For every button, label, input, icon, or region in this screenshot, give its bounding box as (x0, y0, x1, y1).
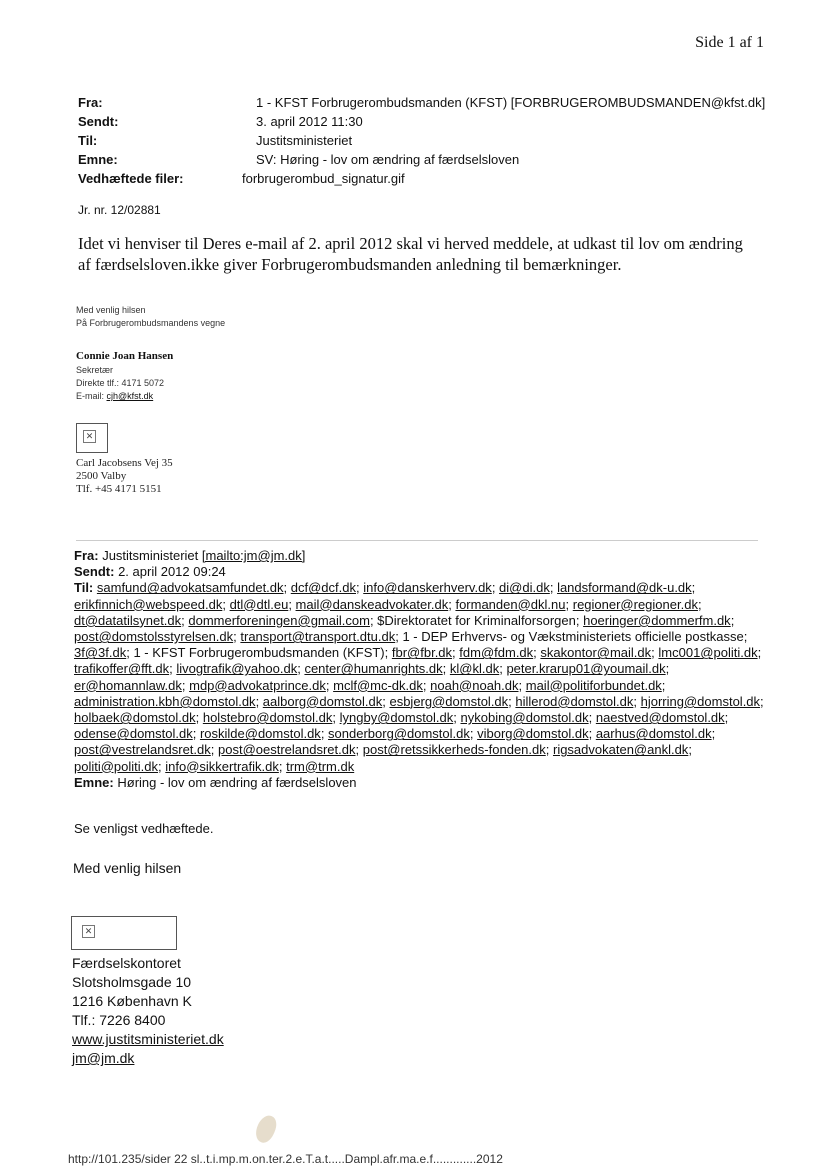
footer-url: http://101.235/sider 22 sl..t.i.mp.m.on.ter.2.e.T.a.t.....Dampl.afr.ma.e.f.............2012 (68, 1152, 503, 1166)
recipient-email-link[interactable]: fbr@fbr.dk (391, 645, 453, 661)
recipient-separator: ; (356, 580, 364, 596)
email-label: E-mail: (76, 391, 107, 401)
recipient-separator: ; (549, 580, 558, 596)
broken-image-icon: ✕ (83, 430, 96, 443)
recipient-email-link[interactable]: samfund@advokatsamfundet.dk (96, 580, 284, 596)
signature-email-link[interactable]: cjh@kfst.dk (106, 391, 154, 401)
recipient-email-link[interactable]: nykobing@domstol.dk (460, 710, 589, 726)
recipient-separator: ; (757, 645, 762, 661)
recipient-separator: ; 1 - KFST Forbrugerombudsmanden (KFST); (126, 645, 392, 661)
recipient-email-link[interactable]: livogtrafik@yahoo.dk (176, 661, 298, 677)
recipient-separator: ; (452, 645, 460, 661)
address-phone: Tlf. +45 4171 5151 (76, 483, 162, 495)
recipient-email-link[interactable]: trm@trm.dk (286, 758, 355, 774)
sender-address (76, 457, 173, 496)
signature-name: Connie Joan Hansen (76, 350, 174, 362)
recipient-separator: ; (533, 645, 541, 661)
recipient-email-link[interactable]: er@homannlaw.dk (74, 677, 182, 693)
broken-image-placeholder (76, 423, 108, 453)
recipient-email-link[interactable]: lmc001@politi.dk (658, 645, 758, 661)
recipient-separator: ; (255, 693, 263, 709)
recipient-separator: ; (283, 580, 291, 596)
recipient-email-link[interactable]: regioner@regioner.dk (572, 596, 698, 612)
recipient-email-link[interactable]: info@danskerhverv.dk (363, 580, 492, 596)
recipient-separator: ; (545, 742, 553, 758)
recipient-email-link[interactable]: aarhus@domstol.dk (595, 726, 712, 742)
recipient-email-link[interactable]: transport@transport.dtu.dk (240, 629, 396, 645)
address-street: Slotsholmsgade 10 (72, 974, 192, 990)
recipient-separator: ; (491, 580, 500, 596)
forwarded-subject-row (74, 775, 764, 791)
signature-phone: Direkte tlf.: 4171 5072 (76, 378, 165, 388)
recipient-separator: ; (508, 693, 516, 709)
recipient-email-link[interactable]: naestved@domstol.dk (595, 710, 725, 726)
header-label: Vedhæftede filer: (78, 171, 184, 186)
header-row-to (78, 131, 765, 150)
recipient-email-link[interactable]: formanden@dkl.nu (455, 596, 566, 612)
recipient-separator: ; (691, 580, 696, 596)
recipient-separator: ; $Direktoratet for Kriminalforsorgen; (369, 612, 584, 628)
attachment-filename[interactable]: forbrugerombud_signatur.gif (242, 171, 405, 186)
recipient-email-link[interactable]: erikfinnich@webspeed.dk (74, 596, 223, 612)
header-label: Sendt: (78, 114, 119, 129)
recipient-separator: ; (288, 596, 296, 612)
recipient-separator: ; (195, 710, 203, 726)
forwarded-sent-row (74, 564, 764, 580)
recipient-email-link[interactable]: hillerod@domstol.dk (515, 693, 634, 709)
recipient-separator: ; (651, 645, 659, 661)
ministry-address (72, 954, 224, 1068)
recipient-separator: ; (422, 677, 431, 693)
recipient-email-link[interactable]: mail@politiforbundet.dk (525, 677, 662, 693)
recipient-email-link[interactable]: holstebro@domstol.dk (202, 710, 333, 726)
recipient-separator: ; (469, 726, 478, 742)
recipient-list (74, 580, 764, 773)
recipient-email-link[interactable]: hoeringer@dommerfm.dk (583, 612, 731, 628)
address-city: 1216 København K (72, 993, 192, 1009)
recipient-email-link[interactable]: esbjerg@domstol.dk (389, 693, 509, 709)
recipient-email-link[interactable]: peter.krarup01@youmail.dk (506, 661, 666, 677)
header-row-attachments (78, 169, 765, 188)
recipient-separator: ; 1 - DEP Erhvervs- og Vækstministeriets officielle postkasse; (395, 629, 748, 645)
recipient-separator: ; (661, 677, 666, 693)
recipient-separator: ; (499, 661, 507, 677)
broken-image-placeholder (71, 916, 177, 950)
email-header (78, 93, 765, 188)
address-phone: Tlf.: 7226 8400 (72, 1012, 166, 1028)
recipient-email-link[interactable]: holbaek@domstol.dk (74, 710, 196, 726)
recipient-email-link[interactable]: politi@politi.dk (74, 758, 159, 774)
recipient-email-link[interactable]: administration.kbh@domstol.dk (74, 693, 256, 709)
message-body: Idet vi henviser til Deres e-mail af 2. april 2012 skal vi herved meddele, at udkast til lov om ændring af færdselsloven.ikke giver Forbrugerombudsmanden anledning til bemærkninger. (78, 234, 743, 274)
recipient-email-link[interactable]: rigsadvokaten@ankl.dk (552, 742, 689, 758)
recipient-separator: ; (210, 742, 218, 758)
header-label: Fra: (78, 95, 103, 110)
header-row-from (78, 93, 765, 112)
recipient-email-link[interactable]: center@humanrights.dk (304, 661, 443, 677)
header-value: SV: Høring - lov om ændring af færdselsloven (256, 152, 520, 167)
separator-line (76, 540, 758, 541)
recipient-email-link[interactable]: dt@datatilsynet.dk (74, 612, 182, 628)
recipient-separator: ; (697, 596, 702, 612)
forwarded-header (74, 548, 764, 791)
header-value: Justitsministeriet (256, 133, 353, 148)
recipient-separator: ; (382, 693, 390, 709)
recipient-separator: ; (222, 596, 230, 612)
ministry-email-link[interactable]: jm@jm.dk (72, 1050, 135, 1066)
recipient-email-link[interactable]: dommerforeningen@gmail.com (188, 612, 370, 628)
recipient-email-link[interactable]: post@vestrelandsret.dk (74, 742, 211, 758)
recipient-email-link[interactable]: trafikoffer@fft.dk (74, 661, 170, 677)
address-office: Færdselskontoret (72, 955, 181, 971)
paper-smudge (252, 1113, 280, 1146)
forwarded-to-row (74, 580, 764, 774)
recipient-separator: ; (325, 677, 334, 693)
recipient-email-link[interactable]: di@di.dk (499, 580, 550, 596)
recipient-email-link[interactable]: mclf@mc-dk.dk (333, 677, 423, 693)
forwarded-greeting: Med venlig hilsen (73, 860, 182, 876)
recipient-separator: ; (158, 758, 166, 774)
sent-label: Sendt: (74, 564, 115, 580)
recipient-separator: ; (588, 710, 596, 726)
header-label: Emne: (78, 152, 118, 167)
recipient-email-link[interactable]: lyngby@domstol.dk (339, 710, 454, 726)
recipient-separator: ; (297, 661, 305, 677)
recipient-separator: ; (320, 726, 329, 742)
signature-email-row (76, 390, 164, 403)
recipient-email-link[interactable]: viborg@domstol.dk (477, 726, 589, 742)
recipient-separator: ; (665, 661, 670, 677)
recipient-email-link[interactable]: noah@noah.dk (430, 677, 519, 693)
recipient-separator: ; (448, 596, 456, 612)
recipient-separator: ; (724, 710, 729, 726)
recipient-separator: ; (730, 612, 735, 628)
recipient-email-link[interactable]: skakontor@mail.dk (540, 645, 652, 661)
recipient-separator: ; (355, 742, 363, 758)
recipient-email-link[interactable]: aalborg@domstol.dk (262, 693, 383, 709)
signature-title: Sekretær (76, 365, 114, 375)
recipient-email-link[interactable]: dtl@dtl.eu (229, 596, 289, 612)
recipient-email-link[interactable]: kl@kl.dk (449, 661, 500, 677)
recipient-separator: ; (711, 726, 716, 742)
recipient-separator: ; (332, 710, 340, 726)
header-label: Til: (78, 133, 98, 148)
recipient-email-link[interactable]: fdm@fdm.dk (459, 645, 534, 661)
recipient-email-link[interactable]: 3f@3f.dk (74, 645, 127, 661)
subject-label: Emne: (74, 774, 114, 790)
greeting-line: Med venlig hilsen (76, 305, 146, 315)
recipient-separator: ; (633, 693, 641, 709)
greeting (76, 304, 225, 330)
recipient-separator: ; (565, 596, 573, 612)
recipient-separator: ; (442, 661, 450, 677)
recipient-separator: ; (588, 726, 596, 742)
journal-number: Jr. nr. 12/02881 (78, 203, 161, 217)
forwarded-from-row (74, 548, 764, 564)
recipient-email-link[interactable]: odense@domstol.dk (74, 726, 193, 742)
recipient-separator: ; (181, 677, 190, 693)
recipient-email-link[interactable]: dcf@dcf.dk (290, 580, 356, 596)
recipient-separator: ; (278, 758, 287, 774)
subject-text: Høring - lov om ændring af færdselsloven (117, 774, 357, 790)
recipient-separator: ; (453, 710, 461, 726)
recipient-email-link[interactable]: post@oestrelandsret.dk (218, 742, 356, 758)
address-city: 2500 Valby (76, 470, 127, 482)
signature-info (76, 364, 164, 403)
recipient-separator: ; (760, 693, 764, 709)
from-mailto-link[interactable]: [mailto:jm@jm.dk] (201, 548, 306, 563)
from-label: Fra: (74, 548, 99, 563)
recipient-separator: ; (233, 629, 241, 645)
page-number: Side 1 af 1 (695, 34, 764, 51)
recipient-email-link[interactable]: info@sikkertrafik.dk (165, 758, 279, 774)
attachment-note: Se venligst vedhæftede. (74, 821, 214, 836)
broken-image-icon: ✕ (82, 925, 95, 938)
website-link[interactable]: www.justitsministeriet.dk (72, 1031, 224, 1047)
recipient-email-link[interactable]: hjorring@domstol.dk (640, 693, 761, 709)
recipient-email-link[interactable]: post@retssikkerheds-fonden.dk (362, 742, 546, 758)
greeting-line: På Forbrugerombudsmandens vegne (76, 318, 226, 328)
recipient-separator: ; (518, 677, 526, 693)
from-name: Justitsministeriet (102, 548, 202, 563)
recipient-email-link[interactable]: mail@danskeadvokater.dk (295, 596, 449, 612)
recipient-email-link[interactable]: mdp@advokatprince.dk (189, 677, 326, 693)
recipient-email-link[interactable]: sonderborg@domstol.dk (328, 726, 470, 742)
header-value: 3. april 2012 11:30 (256, 114, 363, 129)
recipient-separator: ; (181, 612, 189, 628)
recipient-email-link[interactable]: roskilde@domstol.dk (199, 726, 321, 742)
recipient-email-link[interactable]: post@domstolsstyrelsen.dk (74, 629, 234, 645)
recipient-separator: ; (192, 726, 200, 742)
recipient-email-link[interactable]: landsformand@dk-u.dk (557, 580, 692, 596)
header-row-sent (78, 112, 765, 131)
sent-date: 2. april 2012 09:24 (118, 564, 226, 580)
recipient-separator: ; (688, 742, 692, 758)
recipient-separator: ; (169, 661, 177, 677)
header-value: 1 - KFST Forbrugerombudsmanden (KFST) [FORBRUGEROMBUDSMANDEN@kfst.dk] (256, 95, 766, 110)
header-row-subject (78, 150, 765, 169)
to-label: Til: (74, 580, 94, 596)
address-street: Carl Jacobsens Vej 35 (76, 457, 173, 469)
